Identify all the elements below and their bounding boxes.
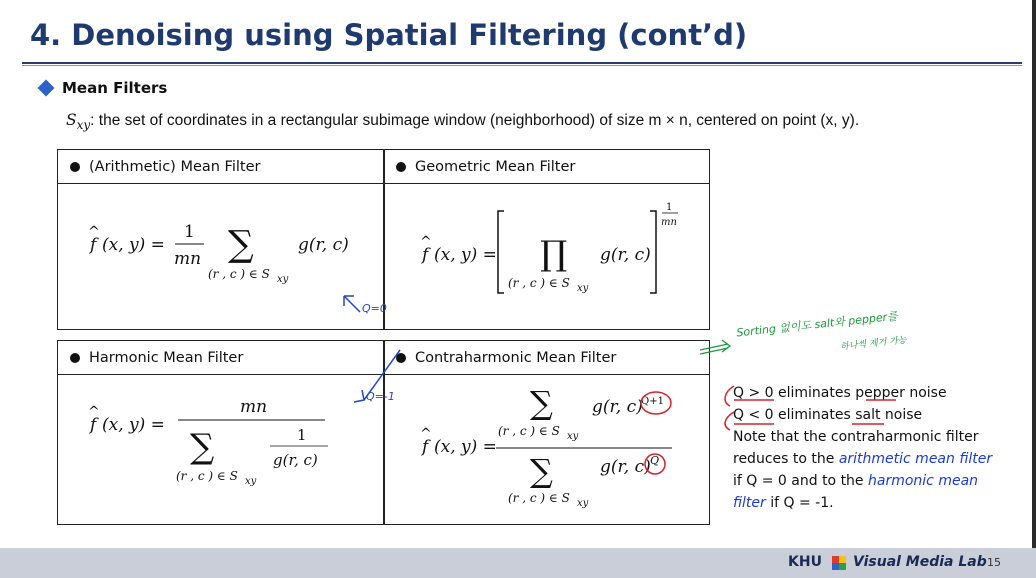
annotation-q0: Q=0 bbox=[362, 302, 387, 315]
handwritten-underlines bbox=[716, 378, 896, 438]
bullet-dot-icon bbox=[396, 162, 406, 172]
title-rule-thin bbox=[22, 65, 1022, 66]
svg-text:f: f bbox=[422, 437, 429, 457]
note-harm-link: harmonic mean filter bbox=[733, 473, 979, 511]
definition-symbol: S bbox=[66, 111, 77, 129]
svg-text:xy: xy bbox=[277, 274, 289, 285]
cell-label: Contraharmonic Mean Filter bbox=[415, 349, 617, 366]
svg-text:1: 1 bbox=[297, 426, 307, 444]
svg-text:xy: xy bbox=[577, 498, 589, 509]
svg-text:^: ^ bbox=[88, 404, 100, 420]
cell-label: (Arithmetic) Mean Filter bbox=[89, 158, 261, 175]
cell-head-contraharmonic bbox=[384, 341, 709, 375]
annotation-sorting-1: Sorting 없이도 salt와 pepper를 bbox=[735, 309, 899, 340]
svg-text:xy: xy bbox=[567, 431, 579, 442]
svg-text:^: ^ bbox=[88, 224, 100, 240]
definition-symbol-sub: xy bbox=[76, 118, 91, 133]
note-arith-link: arithmetic mean filter bbox=[838, 451, 993, 467]
svg-text:(x, y) =: (x, y) = bbox=[102, 235, 165, 255]
svg-text:(r , c ) ∈ S: (r , c ) ∈ S bbox=[508, 276, 570, 290]
svg-text:Q: Q bbox=[650, 454, 660, 467]
svg-text:mn: mn bbox=[174, 249, 202, 269]
svg-text:mn: mn bbox=[661, 217, 677, 228]
bullet-dot-icon bbox=[70, 353, 80, 363]
slide-title: 4. Denoising using Spatial Filtering (cont’d) bbox=[30, 18, 748, 52]
formula-contraharmonic bbox=[412, 382, 702, 517]
cell-head-harmonic bbox=[58, 341, 384, 375]
svg-text:Q+1: Q+1 bbox=[641, 396, 664, 407]
khu-logo: KHU bbox=[788, 554, 822, 570]
svg-text:∑: ∑ bbox=[228, 224, 254, 265]
note-salt: Q < 0 eliminates salt noise bbox=[733, 407, 923, 423]
svg-text:f: f bbox=[422, 245, 429, 265]
annotation-sorting-2: 하나씩 제거 가능 bbox=[839, 335, 908, 353]
window-edge bbox=[1032, 0, 1036, 548]
section-bullet bbox=[40, 79, 167, 97]
svg-text:mn: mn bbox=[240, 397, 268, 417]
note-text: Note that the contraharmonic filter reduces to the bbox=[733, 429, 979, 467]
svg-text:g(r, c): g(r, c) bbox=[600, 245, 651, 265]
page-number: 15 bbox=[987, 556, 1001, 569]
svg-text:∑: ∑ bbox=[530, 384, 553, 422]
svg-text:g(r, c): g(r, c) bbox=[592, 397, 643, 417]
svg-text:xy: xy bbox=[577, 283, 589, 294]
formula-harmonic bbox=[80, 390, 370, 500]
svg-text:g(r, c): g(r, c) bbox=[298, 235, 349, 255]
svg-text:^: ^ bbox=[420, 234, 432, 250]
formula-arithmetic bbox=[80, 200, 370, 290]
note-text: if Q = -1. bbox=[765, 495, 834, 511]
section-heading: Mean Filters bbox=[62, 79, 168, 97]
svg-text:g(r, c): g(r, c) bbox=[600, 457, 651, 477]
lab-name: Visual Media Lab bbox=[853, 554, 987, 570]
cell-head-geometric bbox=[384, 150, 709, 184]
svg-text:1: 1 bbox=[184, 222, 195, 242]
diamond-bullet-icon bbox=[38, 80, 55, 97]
svg-text:(r , c ) ∈ S: (r , c ) ∈ S bbox=[498, 424, 560, 438]
svg-text:(x, y) =: (x, y) = bbox=[102, 415, 165, 435]
annotation-q-minus-1: Q=-1 bbox=[366, 390, 395, 403]
note-paragraph bbox=[733, 426, 993, 514]
cell-head-arithmetic bbox=[58, 150, 384, 184]
svg-text:∏: ∏ bbox=[540, 234, 568, 274]
note-text: if Q = 0 and to the bbox=[733, 473, 868, 489]
cell-label: Harmonic Mean Filter bbox=[89, 349, 244, 366]
svg-text:(r , c ) ∈ S: (r , c ) ∈ S bbox=[208, 267, 270, 281]
cell-label: Geometric Mean Filter bbox=[415, 158, 576, 175]
green-arrow-icon bbox=[698, 338, 732, 358]
svg-text:1: 1 bbox=[666, 202, 673, 213]
svg-text:xy: xy bbox=[245, 476, 257, 487]
definition-line bbox=[66, 111, 859, 132]
svg-text:f: f bbox=[90, 235, 97, 255]
svg-text:^: ^ bbox=[420, 426, 432, 442]
bullet-dot-icon bbox=[70, 162, 80, 172]
formula-geometric bbox=[412, 195, 702, 305]
visual-media-lab-icon bbox=[832, 556, 846, 570]
svg-text:∑: ∑ bbox=[530, 452, 553, 490]
title-rule bbox=[22, 62, 1022, 64]
svg-text:∑: ∑ bbox=[190, 427, 215, 467]
svg-text:g(r, c): g(r, c) bbox=[273, 451, 318, 469]
note-pepper: Q > 0 eliminates pepper noise bbox=[733, 385, 947, 401]
svg-text:f: f bbox=[90, 415, 97, 435]
svg-text:(r , c ) ∈ S: (r , c ) ∈ S bbox=[176, 469, 238, 483]
svg-text:(r , c ) ∈ S: (r , c ) ∈ S bbox=[508, 491, 570, 505]
svg-text:(x, y) =: (x, y) = bbox=[434, 437, 497, 457]
svg-text:(x, y) =: (x, y) = bbox=[434, 245, 497, 265]
definition-text: : the set of coordinates in a rectangular subimage window (neighborhood) of size m × n, centered on point (x, y). bbox=[90, 112, 860, 129]
